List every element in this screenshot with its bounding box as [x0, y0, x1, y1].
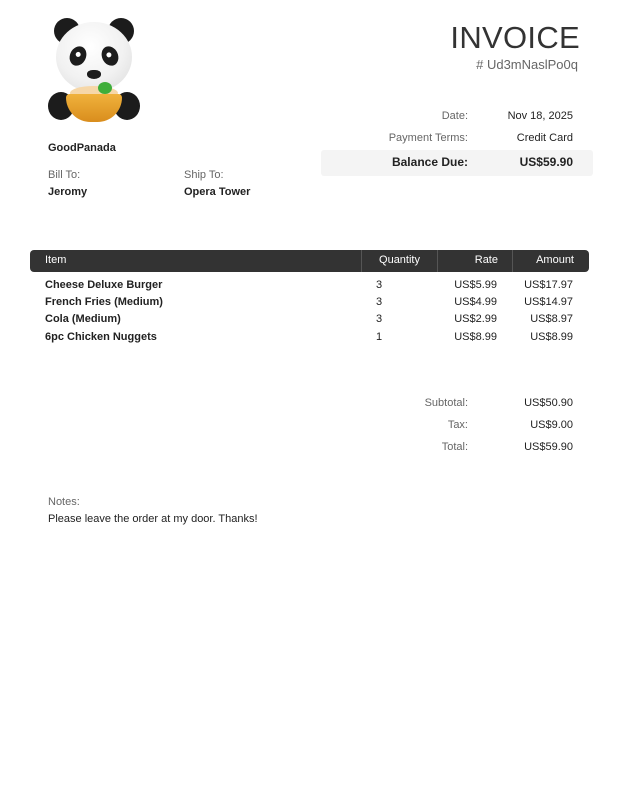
item-rate: US$2.99: [454, 313, 497, 325]
balance-due-label: Balance Due:: [391, 155, 468, 169]
subtotal-label: Subtotal:: [424, 397, 468, 409]
tax-label: Tax:: [447, 419, 468, 431]
rate-column-header: Rate: [437, 250, 498, 272]
table-row: [30, 311, 589, 328]
item-rate: US$4.99: [454, 296, 497, 308]
item-amount: US$8.99: [530, 331, 573, 343]
payment-terms-label: Payment Terms:: [388, 132, 468, 144]
item-amount: US$8.97: [530, 313, 573, 325]
company-name: GoodPanada: [48, 142, 116, 154]
panda-logo-icon: [48, 16, 140, 124]
item-name: Cola (Medium): [45, 313, 121, 325]
invoice-number: # Ud3mNaslPo0q: [476, 57, 578, 72]
subtotal-value: US$50.90: [524, 397, 573, 409]
date-label: Date:: [441, 110, 468, 122]
total-label: Total:: [441, 441, 468, 453]
bill-to-value: Jeromy: [48, 186, 88, 198]
table-row: [30, 294, 589, 311]
item-rate: US$5.99: [454, 279, 497, 291]
item-rate: US$8.99: [454, 331, 497, 343]
date-value: Nov 18, 2025: [507, 110, 573, 122]
ship-to-value: Opera Tower: [184, 186, 251, 198]
payment-terms-value: Credit Card: [516, 132, 573, 144]
notes-label: Notes:: [48, 496, 80, 508]
bill-to-label: Bill To:: [48, 169, 81, 181]
item-quantity: 1: [376, 331, 383, 343]
item-column-header: Item: [45, 254, 67, 266]
item-quantity: 3: [376, 313, 383, 325]
item-amount: US$14.97: [524, 296, 573, 308]
item-quantity: 3: [376, 296, 383, 308]
item-amount: US$17.97: [524, 279, 573, 291]
invoice-title: INVOICE: [450, 20, 580, 55]
table-row: [30, 329, 589, 346]
amount-column-header: Amount: [512, 250, 574, 272]
item-name: Cheese Deluxe Burger: [45, 279, 163, 291]
quantity-column-header: Quantity: [361, 250, 437, 272]
table-row: [30, 277, 589, 294]
item-name: French Fries (Medium): [45, 296, 163, 308]
item-name: 6pc Chicken Nuggets: [45, 331, 157, 343]
ship-to-label: Ship To:: [184, 169, 224, 181]
notes-text: Please leave the order at my door. Thanks!: [48, 513, 258, 525]
balance-due-value: US$59.90: [519, 155, 573, 169]
total-value: US$59.90: [524, 441, 573, 453]
items-table-header: [30, 250, 589, 272]
tax-value: US$9.00: [530, 419, 573, 431]
item-quantity: 3: [376, 279, 383, 291]
